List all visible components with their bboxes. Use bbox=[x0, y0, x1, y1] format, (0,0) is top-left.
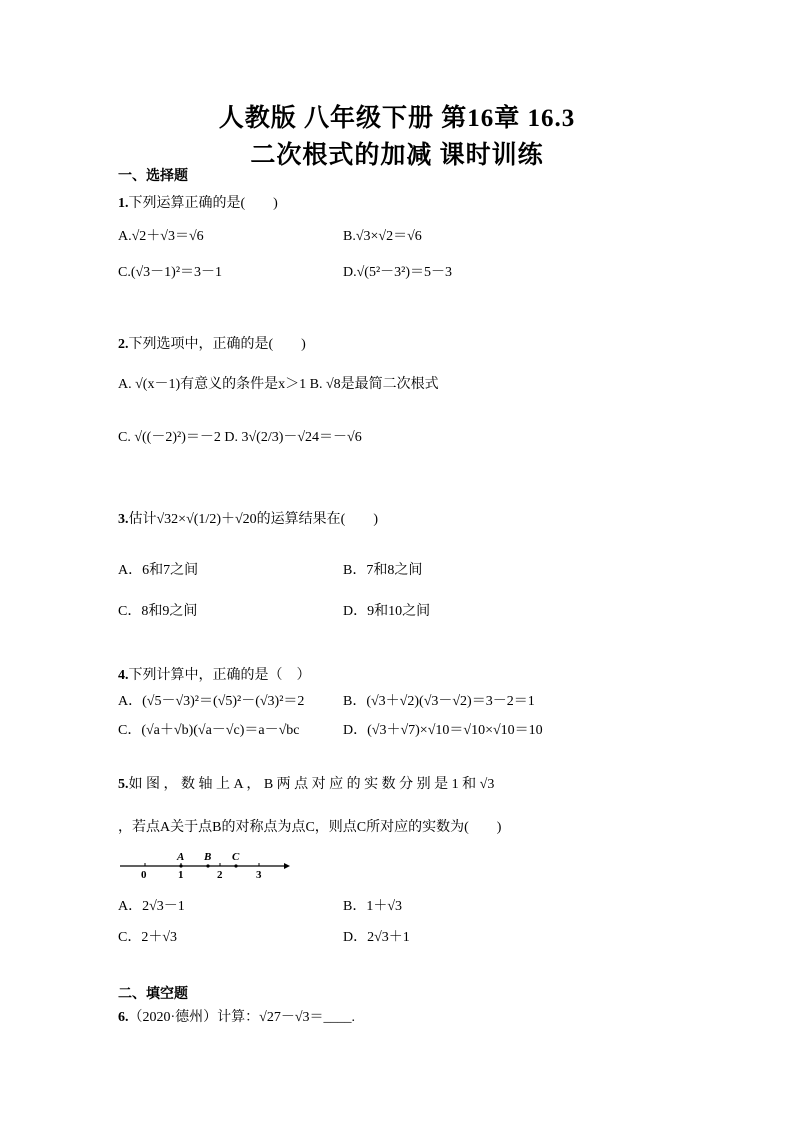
question-number: 4. bbox=[118, 668, 129, 683]
question-1 bbox=[118, 192, 278, 212]
point-c-dot bbox=[234, 864, 237, 867]
q4-option-c: C．(√a＋√b)(√a－√c)＝a－√bc bbox=[118, 723, 300, 738]
q3-option-d: D．9和10之间 bbox=[343, 604, 431, 619]
number-line-figure bbox=[118, 850, 293, 880]
q3-option-a: A．6和7之间 bbox=[118, 563, 199, 578]
question-stem: （2020·德州）计算：√27－√3＝____. bbox=[128, 1010, 356, 1025]
question-2 bbox=[118, 333, 306, 353]
point-b-dot bbox=[206, 864, 209, 867]
question-stem: 估计√32×√(1/2)＋√20的运算结果在( ) bbox=[128, 512, 378, 527]
page-title-line1: 人教版 八年级下册 第16章 16.3 bbox=[218, 105, 576, 132]
point-b-label: B bbox=[204, 851, 212, 863]
question-stem: 下列运算正确的是( ) bbox=[128, 196, 278, 211]
section-heading-choice: 一、选择题 bbox=[118, 169, 188, 184]
point-a-label: A bbox=[177, 851, 185, 863]
q1-option-c: C.(√3－1)²＝3－1 bbox=[118, 265, 223, 280]
page-title-line2: 二次根式的加减 课时训练 bbox=[250, 142, 544, 169]
tick-label-2: 2 bbox=[217, 869, 223, 880]
q5-option-b: B．1＋√3 bbox=[343, 899, 403, 914]
q5-option-d: D．2√3＋1 bbox=[343, 930, 410, 945]
tick-label-3: 3 bbox=[256, 869, 262, 880]
tick-label-1: 1 bbox=[178, 869, 184, 880]
question-number: 2. bbox=[118, 337, 129, 352]
question-number: 1. bbox=[118, 196, 129, 211]
number-line-arrow bbox=[284, 863, 290, 869]
question-stem: 下列选项中，正确的是( ) bbox=[128, 337, 306, 352]
q1-option-b: B.√3×√2＝√6 bbox=[343, 229, 422, 244]
question-number: 6. bbox=[118, 1010, 129, 1025]
q1-option-a: A.√2＋√3＝√6 bbox=[118, 229, 204, 244]
q3-option-c: C．8和9之间 bbox=[118, 604, 198, 619]
question-5 bbox=[118, 773, 494, 793]
q3-option-b: B．7和8之间 bbox=[343, 563, 423, 578]
tick-label-0: 0 bbox=[141, 869, 147, 880]
q4-option-b: B．(√3＋√2)(√3－√2)＝3－2＝1 bbox=[343, 694, 535, 709]
q4-option-a: A．(√5－√3)²＝(√5)²－(√3)²＝2 bbox=[118, 694, 305, 709]
section-heading-fill: 二、填空题 bbox=[118, 987, 188, 1002]
point-c-label: C bbox=[232, 851, 240, 863]
q1-option-d: D.√(5²－3²)＝5－3 bbox=[343, 265, 453, 280]
q2-options-row1: A. √(x－1)有意义的条件是x＞1 B. √8是最简二次根式 bbox=[118, 377, 439, 392]
question-number: 5. bbox=[118, 777, 129, 792]
question-3 bbox=[118, 508, 378, 528]
question-6 bbox=[118, 1006, 355, 1026]
q2-options-row2: C. √((－2)²)＝－2 D. 3√(2/3)－√24＝－√6 bbox=[118, 430, 362, 445]
question-5-line2: ，若点A关于点B的对称点为点C，则点C所对应的实数为( ) bbox=[118, 820, 502, 835]
q5-option-c: C．2＋√3 bbox=[118, 930, 178, 945]
question-4 bbox=[118, 664, 311, 684]
point-a-dot bbox=[179, 864, 182, 867]
q4-option-d: D．(√3＋√7)×√10＝√10×√10＝10 bbox=[343, 723, 543, 738]
q5-option-a: A．2√3－1 bbox=[118, 899, 185, 914]
question-stem: 下列计算中，正确的是（ ） bbox=[128, 668, 311, 683]
question-stem: 如 图 ， 数 轴 上 A ， B 两 点 对 应 的 实 数 分 别 是 1 和 √3 bbox=[128, 777, 495, 792]
question-number: 3. bbox=[118, 512, 129, 527]
